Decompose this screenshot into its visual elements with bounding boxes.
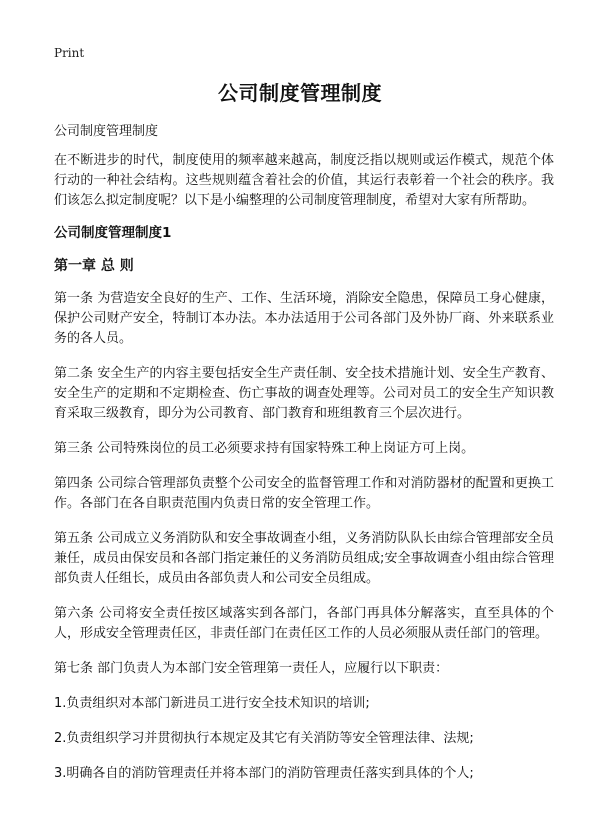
page-title: 公司制度管理制度 <box>218 81 382 105</box>
article-4: 第四条 公司综合管理部负责整个公司安全的监督管理工作和对消防器材的配置和更换工作。各部门在各自职责范围内负责日常的安全管理工作。 <box>54 476 554 511</box>
section-heading: 公司制度管理制度1 <box>54 225 172 241</box>
article-7: 第七条 部门负责人为本部门安全管理第一责任人，应履行以下职责： <box>54 661 449 676</box>
duty-item-2: 2.负责组织学习并贯彻执行本规定及其它有关消防等安全管理法律、法规; <box>54 731 474 746</box>
article-2: 第二条 安全生产的内容主要包括安全生产责任制、安全技术措施计划、安全生产教育、安全生产的定期和不定期检查、伤亡事故的调查处理等。公司对员工的安全生产知识教育采取三级教育，即分为公司教育、部门教育和班组教育三个层次进行。 <box>54 366 554 421</box>
duty-item-1: 1.负责组织对本部门新进员工进行安全技术知识的培训; <box>54 696 370 711</box>
duty-item-3: 3.明确各自的消防管理责任并将本部门的消防管理责任落实到具体的个人; <box>54 766 474 781</box>
article-6: 第六条 公司将安全责任按区域落实到各部门，各部门再具体分解落实，直至具体的个人，形成安全管理责任区，非责任部门在责任区工作的人员必须服从责任部门的管理。 <box>54 606 554 641</box>
article-3: 第三条 公司特殊岗位的员工必须要求持有国家特殊工种上岗证方可上岗。 <box>54 441 475 456</box>
print-link[interactable]: Print <box>54 46 85 60</box>
article-1: 第一条 为营造安全良好的生产、工作、生活环境，消除安全隐患，保障员工身心健康，保护公司财产安全，特制订本办法。本办法适用于公司各部门及外协厂商、外来联系业务的各人员。 <box>54 291 554 346</box>
article-5: 第五条 公司成立义务消防队和安全事故调查小组，义务消防队队长由综合管理部安全员兼任，成员由保安员和各部门指定兼任的义务消防员组成;安全事故调查小组由综合管理部负责人任组长，成员由各部负责人和公司安全员组成。 <box>54 531 554 586</box>
chapter-heading: 第一章 总 则 <box>54 258 134 274</box>
document-body <box>54 122 554 799</box>
document-subtitle: 公司制度管理制度 <box>54 124 159 139</box>
intro-paragraph: 在不断进步的时代，制度使用的频率越来越高，制度泛指以规则或运作模式，规范个体行动的一种社会结构。这些规则蕴含着社会的价值，其运行表彰着一个社会的秩序。我们该怎么拟定制度呢？以下是小编整理的公司制度管理制度，希望对大家有所帮助。 <box>54 153 554 208</box>
